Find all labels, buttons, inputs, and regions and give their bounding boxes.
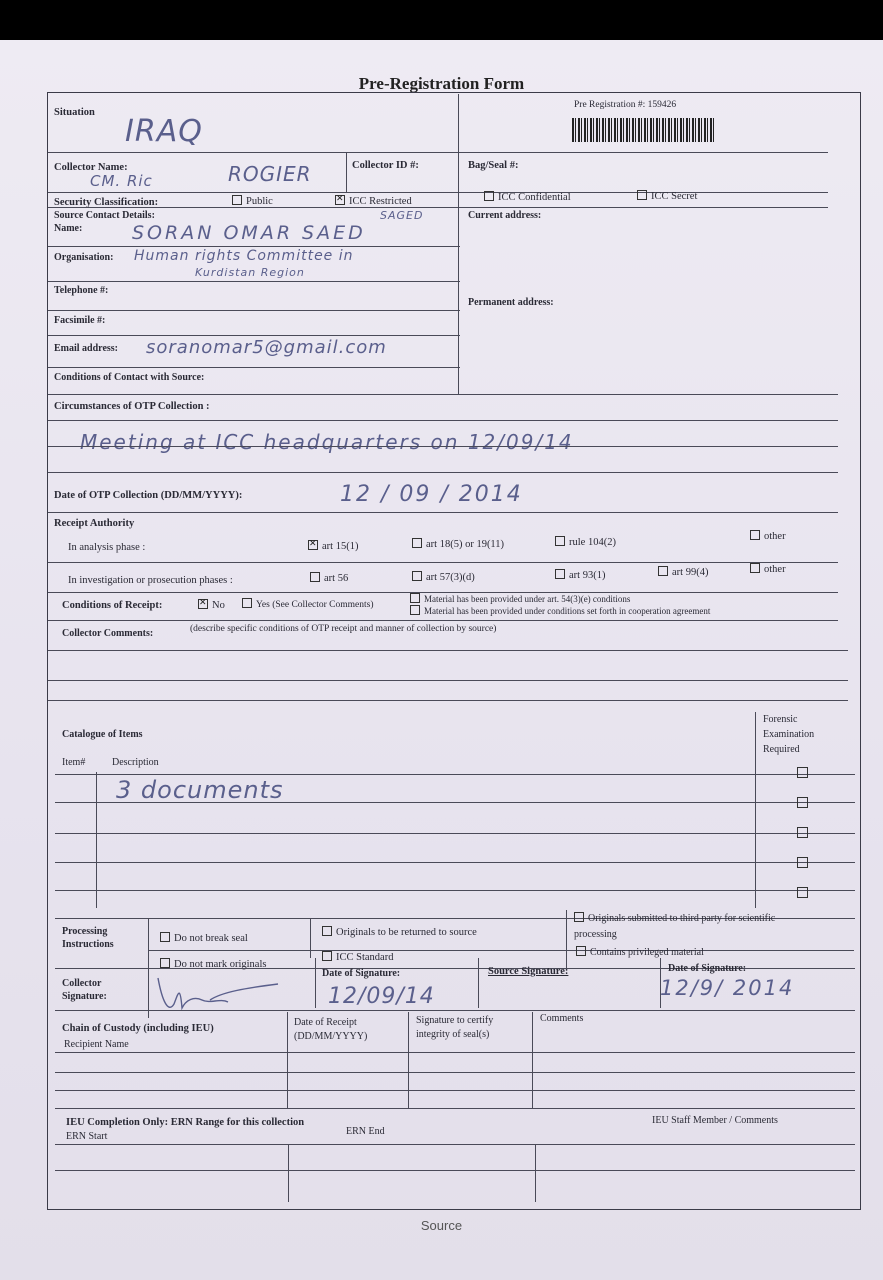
- security-label: Security Classification:: [54, 197, 159, 208]
- rule: [55, 1052, 855, 1053]
- forensic-header-3: Required: [763, 744, 800, 755]
- ieu-completion-label: IEU Completion Only: ERN Range for this collection: [66, 1117, 305, 1128]
- source-name-value: SORAN OMAR SAED: [132, 222, 366, 244]
- catalogue-row: [55, 802, 855, 803]
- rule: [48, 472, 838, 473]
- telephone-label: Telephone #:: [54, 285, 109, 296]
- conditions-contact-label: Conditions of Contact with Source:: [54, 372, 205, 383]
- rule: [55, 1144, 855, 1145]
- collector-comments-label: Collector Comments:: [62, 628, 154, 639]
- rule: [48, 446, 838, 447]
- forensic-checkbox[interactable]: [797, 857, 808, 868]
- security-secret-checkbox[interactable]: ICC Secret: [637, 190, 697, 202]
- security-confidential-checkbox[interactable]: ICC Confidential: [484, 191, 571, 203]
- rule: [55, 1010, 855, 1011]
- collector-id-label: Collector ID #:: [352, 160, 419, 171]
- conditions-receipt-label: Conditions of Receipt:: [62, 600, 163, 611]
- divider: [346, 152, 347, 192]
- collector-name-last: ROGIER: [228, 162, 312, 186]
- signature-certify-label-1: Signature to certify: [416, 1015, 494, 1026]
- rule: [48, 420, 838, 421]
- email-value: soranomar5@gmail.com: [146, 337, 387, 358]
- icc-standard-checkbox[interactable]: ICC Standard: [322, 951, 393, 963]
- rule: [48, 700, 848, 701]
- pre-registration-number: Pre Registration #: 159426: [574, 100, 677, 110]
- do-not-break-seal-checkbox[interactable]: Do not break seal: [160, 932, 248, 944]
- source-name-label: Name:: [54, 223, 83, 234]
- divider: [535, 1144, 536, 1202]
- material-art54-checkbox[interactable]: Material has been provided under art. 54(3)(e) conditions: [410, 593, 630, 604]
- ieu-staff-label: IEU Staff Member / Comments: [652, 1115, 778, 1126]
- investigation-phase-label: In investigation or prosecution phases :: [68, 575, 233, 586]
- analysis-art15-checkbox[interactable]: ✕ art 15(1): [308, 540, 358, 552]
- receipt-authority-label: Receipt Authority: [54, 518, 135, 529]
- collector-name-label: Collector Name:: [54, 162, 128, 173]
- catalogue-row: [55, 833, 855, 834]
- rule: [55, 1108, 855, 1109]
- rule: [48, 192, 828, 193]
- date-of-signature-label: Date of Signature:: [322, 968, 401, 979]
- rule: [48, 620, 838, 621]
- processing-label-1: Processing: [62, 926, 108, 937]
- rule: [48, 310, 460, 311]
- rule: [48, 152, 828, 153]
- analysis-rule104-checkbox[interactable]: rule 104(2): [555, 536, 616, 548]
- description-header: Description: [112, 757, 159, 768]
- source-signature-label: Source Signature:: [488, 966, 569, 977]
- ern-end-label: ERN End: [346, 1126, 385, 1137]
- barcode-image: [572, 118, 714, 142]
- facsimile-label: Facsimile #:: [54, 315, 106, 326]
- processing-label-2: Instructions: [62, 939, 114, 950]
- situation-value: IRAQ: [125, 114, 203, 149]
- source-caption: Source: [420, 1218, 463, 1233]
- email-label: Email address:: [54, 343, 118, 354]
- comments-label: Comments: [540, 1013, 584, 1024]
- privileged-material-checkbox[interactable]: Contains privileged material: [576, 946, 704, 958]
- investigation-art56-checkbox[interactable]: art 56: [310, 572, 348, 584]
- bag-seal-label: Bag/Seal #:: [468, 160, 519, 171]
- material-agreement-checkbox[interactable]: Material has been provided under conditions set forth in cooperation agreement: [410, 605, 710, 616]
- signature-certify-label-2: integrity of seal(s): [416, 1029, 490, 1040]
- catalogue-item-1: 3 documents: [116, 776, 284, 804]
- divider: [310, 918, 311, 958]
- catalogue-label: Catalogue of Items: [62, 729, 143, 740]
- analysis-art18-checkbox[interactable]: art 18(5) or 19(11): [412, 538, 504, 550]
- rule: [48, 394, 838, 395]
- rule: [48, 512, 838, 513]
- current-address-label: Current address:: [468, 210, 542, 221]
- top-black-band: [0, 0, 883, 40]
- date-collection-value: 12 / 09 / 2014: [340, 482, 523, 507]
- organisation-value: Human rights Committee in: [134, 248, 354, 264]
- chain-of-custody-label: Chain of Custody (including IEU): [62, 1023, 214, 1034]
- rule: [48, 367, 460, 368]
- organisation-value-2: Kurdistan Region: [195, 266, 305, 279]
- originals-submitted-label-2: processing: [574, 929, 617, 940]
- rule: [48, 335, 460, 336]
- investigation-art99-checkbox[interactable]: art 99(4): [658, 566, 708, 578]
- divider: [458, 94, 459, 394]
- forensic-checkbox[interactable]: [797, 827, 808, 838]
- divider: [755, 712, 756, 908]
- circumstances-label: Circumstances of OTP Collection :: [54, 401, 210, 412]
- do-not-mark-originals-checkbox[interactable]: Do not mark originals: [160, 958, 266, 970]
- divider: [566, 910, 567, 970]
- collector-signature-date: 12/09/14: [328, 984, 435, 1009]
- divider: [315, 958, 316, 1008]
- rule: [55, 1072, 855, 1073]
- collector-signature-image: [150, 970, 290, 1020]
- source-signature-date: 12/9/ 2014: [660, 976, 795, 1000]
- situation-label: Situation: [54, 107, 95, 118]
- investigation-art57-checkbox[interactable]: art 57(3)(d): [412, 571, 475, 583]
- collector-signature-label-2: Signature:: [62, 991, 107, 1002]
- rule: [148, 950, 854, 951]
- originals-returned-checkbox[interactable]: Originals to be returned to source: [322, 926, 477, 938]
- forensic-checkbox[interactable]: [797, 887, 808, 898]
- forensic-checkbox[interactable]: [797, 767, 808, 778]
- rule: [48, 246, 460, 247]
- organisation-label: Organisation:: [54, 252, 114, 263]
- collector-name-first: CM. Ric: [90, 172, 153, 190]
- recipient-name-label: Recipient Name: [64, 1039, 129, 1050]
- forensic-checkbox[interactable]: [797, 797, 808, 808]
- rule: [48, 562, 838, 563]
- security-public-checkbox[interactable]: Public: [232, 195, 273, 207]
- circumstances-value: Meeting at ICC headquarters on 12/09/14: [80, 430, 574, 454]
- investigation-art93-checkbox[interactable]: art 93(1): [555, 569, 605, 581]
- ern-start-label: ERN Start: [66, 1131, 108, 1142]
- source-date-of-signature-label: Date of Signature:: [668, 963, 747, 974]
- rule: [48, 650, 848, 651]
- forensic-header-2: Examination: [763, 729, 815, 740]
- form-title: Pre-Registration Form: [358, 74, 525, 93]
- security-restricted-checkbox[interactable]: ✕ ICC Restricted: [335, 195, 412, 207]
- source-details-label: Source Contact Details:: [54, 210, 155, 221]
- date-receipt-label-1: Date of Receipt: [294, 1017, 357, 1028]
- investigation-other-checkbox[interactable]: other: [750, 563, 786, 575]
- analysis-phase-label: In analysis phase :: [68, 542, 146, 553]
- catalogue-row: [55, 890, 855, 891]
- rule: [55, 1090, 855, 1091]
- collector-signature-label-1: Collector: [62, 978, 102, 989]
- rule: [55, 1170, 855, 1171]
- catalogue-row: [55, 774, 855, 775]
- originals-submitted-checkbox[interactable]: Originals submitted to third party for scientific: [574, 912, 775, 924]
- forensic-header-1: Forensic: [763, 714, 798, 725]
- permanent-address-label: Permanent address:: [468, 297, 554, 308]
- divider: [478, 958, 479, 1008]
- rule: [48, 207, 828, 208]
- collector-comments-desc: (describe specific conditions of OTP receipt and manner of collection by source): [190, 624, 497, 634]
- analysis-other-checkbox[interactable]: other: [750, 530, 786, 542]
- divider: [288, 1144, 289, 1202]
- item-number-header: Item#: [62, 757, 86, 768]
- rule: [48, 281, 460, 282]
- divider: [287, 1012, 288, 1108]
- catalogue-row: [55, 862, 855, 863]
- divider: [96, 772, 97, 908]
- conditions-yes-checkbox[interactable]: Yes (See Collector Comments): [242, 598, 374, 610]
- date-receipt-label-2: (DD/MM/YYYY): [294, 1031, 368, 1042]
- conditions-no-checkbox[interactable]: ✕ No: [198, 599, 225, 611]
- rule: [48, 680, 848, 681]
- source-name-correction: SAGED: [380, 209, 424, 222]
- date-collection-label: Date of OTP Collection (DD/MM/YYYY):: [54, 490, 243, 501]
- divider: [532, 1012, 533, 1108]
- divider: [408, 1012, 409, 1108]
